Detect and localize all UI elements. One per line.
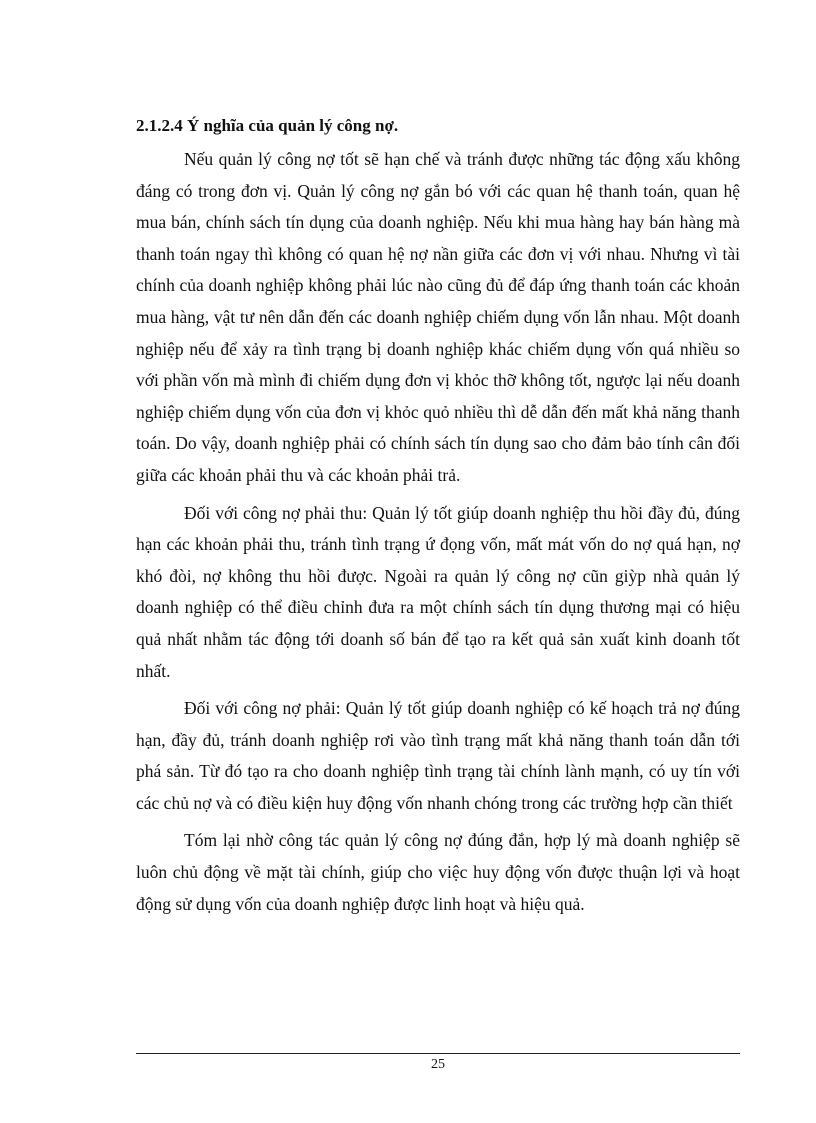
document-body	[136, 112, 740, 926]
paragraph-3: Đối với công nợ phải: Quản lý tốt giúp doanh nghiệp có kế hoạch trả nợ đúng hạn, đầy đủ, tránh doanh nghiệp rơi vào tình trạng mất khả năng thanh toán dẫn tới phá sản. Từ đó tạo ra cho doanh nghiệp tình trạng tài chính lành mạnh, có uy tín với các chủ nợ và có điều kiện huy động vốn nhanh chóng trong các trường hợp cần thiết	[136, 698, 740, 813]
paragraph-1: Nếu quản lý công nợ tốt sẽ hạn chế và tránh được những tác động xấu không đáng có trong đơn vị. Quản lý công nợ gắn bó với các quan hệ thanh toán, quan hệ mua bán, chính sách tín dụng của doanh nghiệp. Nếu khi mua hàng hay bán hàng mà thanh toán ngay thì không có quan hệ nợ nần giữa các đơn vị với nhau. Nhưng vì tài chính của doanh nghiệp không phải lúc nào cũng đủ để đáp ứng thanh toán các khoản mua hàng, vật tư nên dẫn đến các doanh nghiệp chiếm dụng vốn lẫn nhau. Một doanh nghiệp nếu để xảy ra tình trạng bị doanh nghiệp khác chiếm dụng vốn quá nhiều so với phần vốn mà mình đi chiếm dụng đơn vị khỏc thỡ không tốt, ngược lại nếu doanh nghiệp chiếm dụng vốn của đơn vị khỏc quỏ nhiều thì dễ dẫn đến mất khả năng thanh toán. Do vậy, doanh nghiệp phải có chính sách tín dụng sao cho đảm bảo tính cân đối giữa các khoản phải thu và các khoản phải trả.	[136, 149, 740, 485]
section-heading: 2.1.2.4 Ý nghĩa của quản lý công nợ.	[136, 116, 399, 135]
page-number: 25	[431, 1057, 445, 1072]
paragraph-4: Tóm lại nhờ công tác quản lý công nợ đúng đắn, hợp lý mà doanh nghiệp sẽ luôn chủ động về mặt tài chính, giúp cho việc huy động vốn được thuận lợi và hoạt động sử dụng vốn của doanh nghiệp được linh hoạt và hiệu quả.	[136, 830, 740, 914]
paragraph-2: Đối với công nợ phải thu: Quản lý tốt giúp doanh nghiệp thu hồi đầy đủ, đúng hạn các khoản phải thu, tránh tình trạng ứ đọng vốn, mất mát vốn do nợ quá hạn, nợ khó đòi, nợ không thu hồi được. Ngoài ra quản lý công nợ cũn giỳp nhà quản lý doanh nghiệp có thể điều chỉnh đưa ra một chính sách tín dụng thương mại có hiệu quả nhất nhằm tác động tới doanh số bán để tạo ra kết quả sản xuất kinh doanh tốt nhất.	[136, 502, 740, 681]
footer-divider	[136, 1053, 740, 1054]
